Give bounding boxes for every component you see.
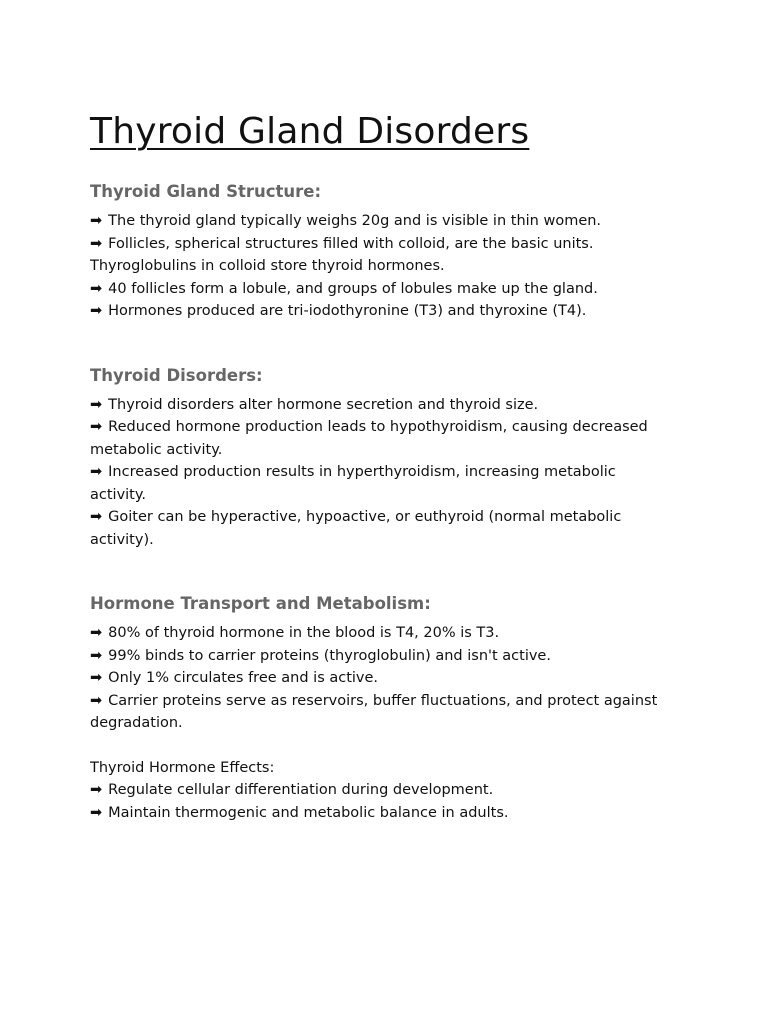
bullet-line <box>90 416 690 439</box>
continuation-line <box>90 439 690 462</box>
bullet-text: Thyroid disorders alter hormone secretion and thyroid size. <box>108 396 539 413</box>
arrow-icon: ➡ <box>90 804 103 821</box>
section-hormone-transport <box>90 593 690 735</box>
bullet-line <box>90 622 690 645</box>
arrow-icon: ➡ <box>90 692 103 709</box>
continuation-line <box>90 484 690 507</box>
arrow-icon: ➡ <box>90 670 103 686</box>
section-heading: Thyroid Gland Structure: <box>90 182 322 201</box>
bullet-text: activity). <box>90 531 154 548</box>
bullet-line <box>90 645 690 668</box>
section-heading: Thyroid Disorders: <box>90 365 263 385</box>
section-thyroid-hormone-effects <box>90 757 690 825</box>
bullet-text: Goiter can be hyperactive, hypoactive, or euthyroid (normal metabolic <box>108 509 622 525</box>
arrow-icon: ➡ <box>90 625 103 641</box>
arrow-icon: ➡ <box>90 280 103 297</box>
section-thyroid-disorders <box>90 365 690 552</box>
bullet-line <box>90 210 690 233</box>
bullet-text: Only 1% circulates free and is active. <box>108 670 379 686</box>
bullet-line <box>90 779 690 802</box>
bullet-text: activity. <box>90 486 146 503</box>
arrow-icon: ➡ <box>90 213 103 229</box>
document-title: Thyroid Gland Disorders <box>90 111 530 152</box>
bullet-text: 40 follicles form a lobule, and groups of lobules make up the gland. <box>108 280 598 297</box>
bullet-text: Regulate cellular differentiation during development. <box>108 782 494 798</box>
arrow-icon: ➡ <box>90 647 103 664</box>
bullet-text: metabolic activity. <box>90 441 223 458</box>
bullet-line <box>90 690 690 713</box>
arrow-icon: ➡ <box>90 419 103 435</box>
arrow-icon: ➡ <box>90 303 103 319</box>
document-page <box>90 108 690 824</box>
bullet-line <box>90 461 690 484</box>
bullet-text: Follicles, spherical structures filled with colloid, are the basic units. <box>108 235 594 252</box>
bullet-text: Carrier proteins serve as reservoirs, buffer fluctuations, and protect against <box>108 692 658 709</box>
arrow-icon: ➡ <box>90 782 103 798</box>
bullet-text: degradation. <box>90 715 183 731</box>
bullet-line <box>90 667 690 690</box>
bullet-line <box>90 506 690 529</box>
bullet-text: Thyroglobulins in colloid store thyroid hormones. <box>90 258 445 274</box>
plain-subheading: Thyroid Hormone Effects: <box>90 759 275 776</box>
arrow-icon: ➡ <box>90 509 103 525</box>
bullet-text: The thyroid gland typically weighs 20g and is visible in thin women. <box>108 213 602 229</box>
bullet-line <box>90 300 690 323</box>
arrow-icon: ➡ <box>90 396 103 413</box>
bullet-text: 80% of thyroid hormone in the blood is T4, 20% is T3. <box>108 625 500 641</box>
section-thyroid-gland-structure <box>90 181 690 323</box>
arrow-icon: ➡ <box>90 464 103 480</box>
bullet-line <box>90 802 690 825</box>
continuation-line <box>90 712 690 735</box>
bullet-line <box>90 233 690 256</box>
continuation-line <box>90 529 690 552</box>
bullet-text: Hormones produced are tri-iodothyronine (T3) and thyroxine (T4). <box>108 303 587 319</box>
bullet-text: Reduced hormone production leads to hypothyroidism, causing decreased <box>108 419 648 435</box>
continuation-line <box>90 255 690 278</box>
bullet-text: 99% binds to carrier proteins (thyroglobulin) and isn't active. <box>108 647 551 664</box>
section-heading: Hormone Transport and Metabolism: <box>90 594 431 613</box>
arrow-icon: ➡ <box>90 235 103 252</box>
bullet-text: Increased production results in hyperthyroidism, increasing metabolic <box>108 464 616 480</box>
bullet-line <box>90 394 690 417</box>
bullet-line <box>90 278 690 301</box>
bullet-text: Maintain thermogenic and metabolic balance in adults. <box>108 804 509 821</box>
